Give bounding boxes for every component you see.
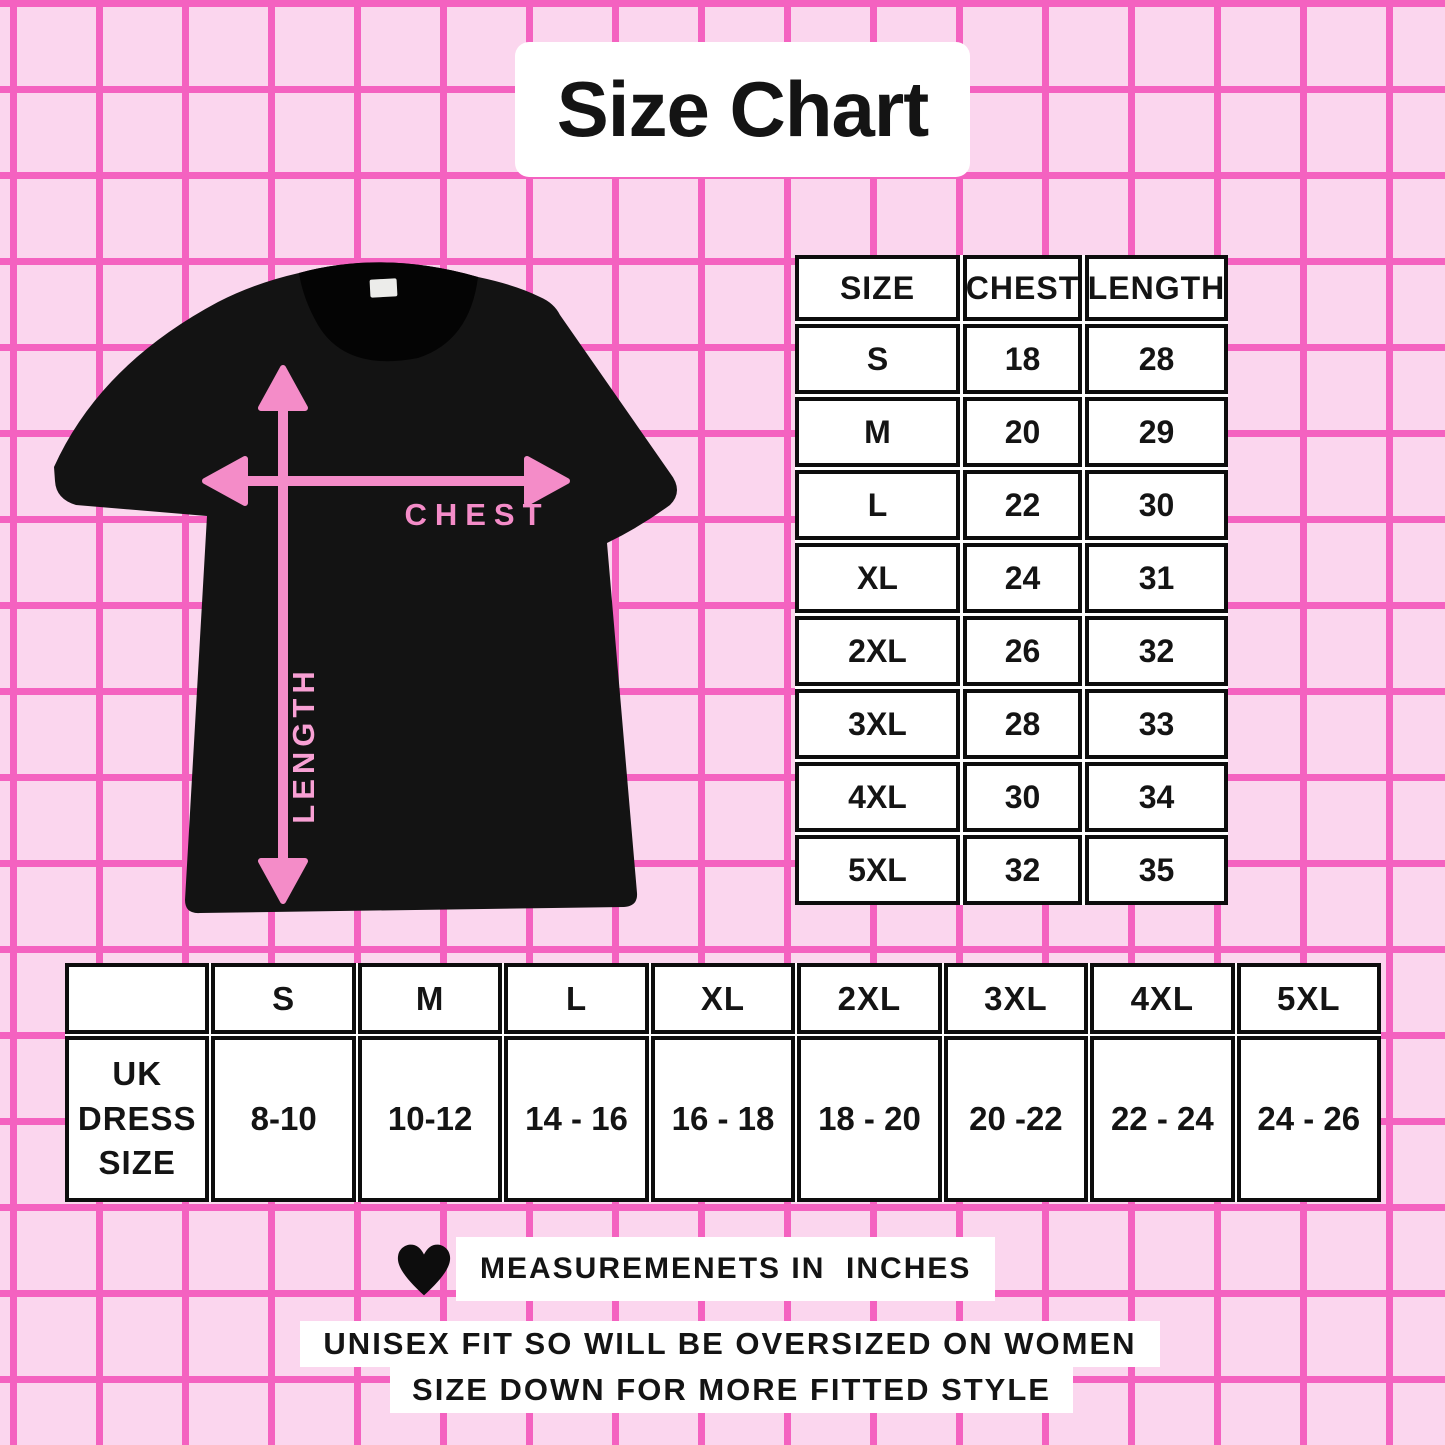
measurements-note [394,1236,995,1302]
uk-dress-size-table [65,963,1381,1202]
table-cell: 8-10 [211,1036,355,1202]
fit-note-line2: SIZE DOWN FOR MORE FITTED STYLE [390,1367,1073,1413]
page-title: Size Chart [556,65,929,153]
title-box [515,42,970,177]
table-cell: 5XL [795,835,960,905]
table-cell: 24 - 26 [1237,1036,1381,1202]
table-cell: M [795,397,960,467]
table-cell: S [795,324,960,394]
table-cell: 10-12 [358,1036,502,1202]
table-cell: 3XL [795,689,960,759]
table-cell: 2XL [795,616,960,686]
table-cell: 22 - 24 [1090,1036,1234,1202]
measurements-text: MEASUREMENETS IN INCHES [456,1237,995,1301]
table-cell: 14 - 16 [504,1036,648,1202]
uk-label-line: UK [112,1055,163,1093]
size-table-header-size: SIZE [795,255,960,321]
table-cell: L [795,470,960,540]
tshirt-silhouette [54,262,677,913]
table-cell: 32 [963,835,1082,905]
dress-table-header: 3XL [944,963,1088,1034]
table-cell: 30 [1085,470,1228,540]
table-cell: 32 [1085,616,1228,686]
table-cell: 4XL [795,762,960,832]
table-cell: 31 [1085,543,1228,613]
dress-table-header: S [211,963,355,1034]
table-cell: 30 [963,762,1082,832]
shirt-tag [370,278,398,297]
dress-table-header: 5XL [1237,963,1381,1034]
tshirt-diagram [40,245,700,915]
length-arrow-label: LENGTH [286,666,321,824]
table-cell: 16 - 18 [651,1036,795,1202]
table-cell: 33 [1085,689,1228,759]
table-cell: 28 [1085,324,1228,394]
uk-label-line: SIZE [98,1144,176,1182]
dress-table-header: XL [651,963,795,1034]
size-table-header-length: LENGTH [1085,255,1228,321]
size-measurements-table [795,255,1228,905]
heart-icon [394,1236,454,1302]
table-cell: 18 [963,324,1082,394]
size-table-header-chest: CHEST [963,255,1082,321]
table-cell: 35 [1085,835,1228,905]
chest-arrow-label: CHEST [404,497,550,532]
dress-table-header: M [358,963,502,1034]
uk-label-line: DRESS [77,1099,197,1137]
dress-table-header: L [504,963,648,1034]
table-cell: 22 [963,470,1082,540]
table-cell: 26 [963,616,1082,686]
table-cell: 20 -22 [944,1036,1088,1202]
table-cell: 28 [963,689,1082,759]
table-cell: 29 [1085,397,1228,467]
fit-note-line1: UNISEX FIT SO WILL BE OVERSIZED ON WOMEN [300,1321,1160,1367]
table-cell: 34 [1085,762,1228,832]
table-cell: XL [795,543,960,613]
dress-table-header: 2XL [797,963,941,1034]
dress-table-header: 4XL [1090,963,1234,1034]
tshirt-graphic [40,245,700,915]
dress-table-corner [65,963,209,1034]
table-cell: 20 [963,397,1082,467]
uk-dress-size-label [65,1036,209,1202]
table-cell: 24 [963,543,1082,613]
table-cell: 18 - 20 [797,1036,941,1202]
